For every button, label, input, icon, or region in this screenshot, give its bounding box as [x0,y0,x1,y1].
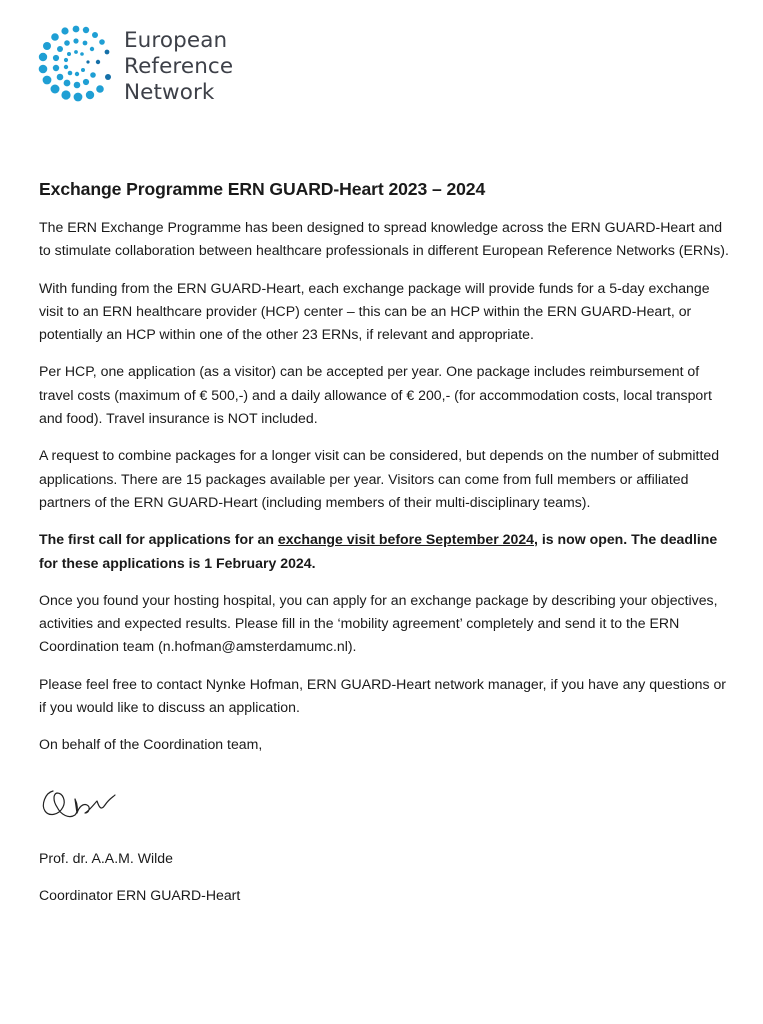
paragraph-how-to-apply: Once you found your hosting hospital, you can apply for an exchange package by describing your objectives, activities and expected results. Please fill in the ‘mobility agreement’ completely and send it to the ERN Coordination team (n.hofman@amsterdamumc.nl). [39,591,718,655]
call-link-exchange-visit: exchange visit before September 2024 [277,531,535,548]
signatory-name: Prof. dr. A.A.M. Wilde [39,849,173,866]
letter-title: Exchange Programme ERN GUARD-Heart 2023 – 2024 [39,179,486,199]
ern-logo-wordmark [124,28,233,106]
logo-line-1: European [124,28,228,53]
letter-body [39,178,729,921]
signatory-role: Coordinator ERN GUARD-Heart [39,886,241,903]
ern-logo-icon [36,22,116,108]
paragraph-contact: Please feel free to contact Nynke Hofman, ERN GUARD-Heart network manager, if you have any questions or if you would like to discuss an application. [39,675,727,716]
logo-line-3: Network [124,80,215,105]
handwritten-signature [39,777,129,827]
paragraph-combine-packages: A request to combine packages for a longer visit can be considered, but depends on the number of submitted applications. There are 15 packages available per year. Visitors can come from full members or affiliated partners of the ERN GUARD-Heart (including members of their multi-disciplinary teams). [39,447,720,510]
call-text-before: The first call for applications for an [39,531,278,548]
paragraph-closing: On behalf of the Coordination team, [39,736,263,753]
ern-logo [36,22,256,108]
paragraph-reimbursement: Per HCP, one application (as a visitor) can be accepted per year. One package includes reimbursement of travel costs (maximum of € 500,-) and a daily allowance of € 200,- (for accommodation costs, local transport and food). Travel insurance is NOT included. [39,363,712,427]
paragraph-intro: The ERN Exchange Programme has been designed to spread knowledge across the ERN GUARD-Heart and to stimulate collaboration between healthcare professionals in different European Reference Networks (ERNs). [39,219,729,259]
paragraph-funding: With funding from the ERN GUARD-Heart, each exchange package will provide funds for a 5-day exchange visit to an ERN healthcare provider (HCP) center – this can be an HCP within the ERN GUARD-Heart, or potentially an HCP within one of the other 23 ERNs, if relevant and appropriate. [39,279,710,343]
paragraph-call-for-applications [39,528,729,575]
logo-line-2: Reference [124,54,234,79]
call-text-after: , is now open. The deadline for these applications is 1 February 2024. [39,531,718,571]
